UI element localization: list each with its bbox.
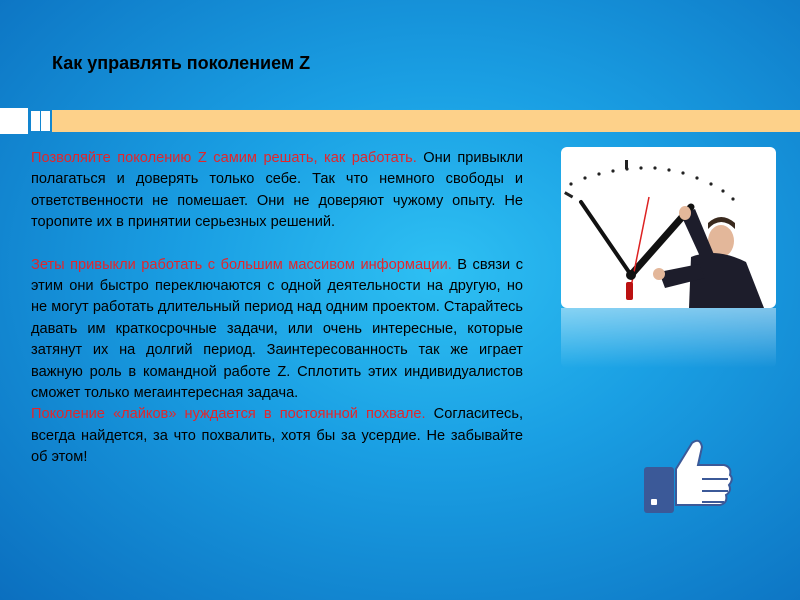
paragraph-3-highlight: Поколение «лайков» нуждается в постоянной похвале. [31, 406, 426, 423]
clock-man-illustration [561, 147, 776, 308]
paragraph-1-text: Они привыкли полагаться и доверять только себе. Так что немного свободы и ответственности не помешает. Они не доверяют чужому опыту. Не торопите их в принятии серьезных решений. [31, 150, 524, 231]
paragraph-1 [31, 148, 523, 234]
paragraph-3-text: Согласитесь, всегда найдется, за что похвалить, хотя бы за усердие. Не забывайте об этом! [31, 406, 523, 466]
paragraph-2-highlight: Зеты привыкли работать с большим массивом информации. [31, 256, 452, 273]
illustration-reflection [561, 308, 776, 368]
paragraph-3 [31, 404, 523, 468]
decor-square-1 [31, 111, 40, 131]
body-text [31, 148, 523, 469]
decor-bar-left [0, 108, 28, 134]
paragraph-1-highlight: Позволяйте поколению Z самим решать, как работать. [31, 150, 417, 166]
paragraph-2 [31, 255, 523, 405]
thumbs-up-icon [640, 435, 736, 517]
decor-square-2 [41, 111, 50, 131]
paragraph-2-text: В связи с этим они быстро переключаются с одной деятельности на другую, но не могут работать длительный период над одним проектом. Старайтесь давать им краткосрочные задачи, или очень интересные, которые затянут их на долгий период. Заинтересованность так же играет важную роль в командной работе Z. Сплотить этих индивидуалистов сможет только мегаинтересная задача. [31, 256, 524, 402]
slide-title: Как управлять поколением Z [52, 53, 311, 73]
accent-bar [52, 110, 800, 132]
